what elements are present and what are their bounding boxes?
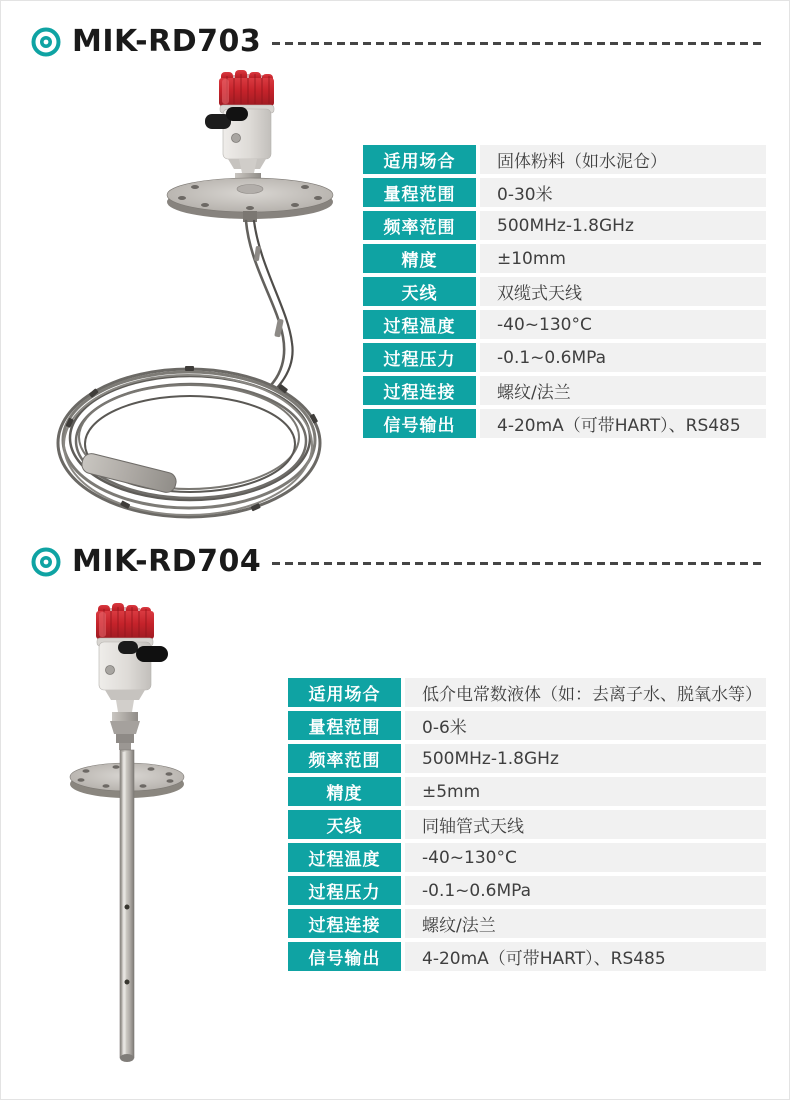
spec-row xyxy=(363,409,766,438)
product-image-rd704 xyxy=(56,594,268,1086)
spec-label: 过程连接 xyxy=(288,909,401,938)
process-fitting xyxy=(110,700,140,750)
spec-value: ±5mm xyxy=(405,777,766,806)
spec-row xyxy=(363,244,766,273)
bullseye-icon xyxy=(31,547,61,577)
red-cap xyxy=(219,70,274,106)
spec-value: -0.1~0.6MPa xyxy=(480,343,766,372)
dashed-divider xyxy=(272,562,761,565)
spec-label: 频率范围 xyxy=(363,211,476,240)
spec-row xyxy=(288,810,766,839)
spec-row xyxy=(288,711,766,740)
spec-label: 适用场合 xyxy=(363,145,476,174)
spec-table-rd703 xyxy=(363,145,766,442)
spec-label: 过程压力 xyxy=(288,876,401,905)
spec-label: 信号输出 xyxy=(363,409,476,438)
spec-value: -0.1~0.6MPa xyxy=(405,876,766,905)
spec-label: 过程温度 xyxy=(288,843,401,872)
dashed-divider xyxy=(272,42,761,45)
spec-label: 天线 xyxy=(288,810,401,839)
spec-row xyxy=(288,777,766,806)
spec-value: 同轴管式天线 xyxy=(405,810,766,839)
product-image-rd703 xyxy=(29,61,351,523)
spec-value: -40~130°C xyxy=(480,310,766,339)
flange xyxy=(167,178,333,222)
spec-row xyxy=(288,876,766,905)
spec-label: 量程范围 xyxy=(288,711,401,740)
spec-label: 精度 xyxy=(363,244,476,273)
spec-value: 4-20mA（可带HART）、RS485 xyxy=(480,409,766,438)
spec-row xyxy=(288,843,766,872)
section-header-rd703 xyxy=(31,25,761,58)
spec-value: -40~130°C xyxy=(405,843,766,872)
spec-value: ±10mm xyxy=(480,244,766,273)
antenna-cables xyxy=(246,221,293,389)
spec-value: 0-6米 xyxy=(405,711,766,740)
spec-row xyxy=(363,211,766,240)
spec-label: 过程压力 xyxy=(363,343,476,372)
spec-label: 精度 xyxy=(288,777,401,806)
spec-label: 频率范围 xyxy=(288,744,401,773)
product-title: MIK-RD704 xyxy=(72,544,262,579)
product-title: MIK-RD703 xyxy=(72,24,262,59)
spec-value: 500MHz-1.8GHz xyxy=(405,744,766,773)
spec-label: 量程范围 xyxy=(363,178,476,207)
spec-row xyxy=(288,942,766,971)
spec-row xyxy=(288,909,766,938)
antenna-tube xyxy=(120,750,134,1062)
spec-value: 螺纹/法兰 xyxy=(480,376,766,405)
spec-value: 500MHz-1.8GHz xyxy=(480,211,766,240)
spec-row xyxy=(363,343,766,372)
spec-label: 适用场合 xyxy=(288,678,401,707)
spec-row xyxy=(363,376,766,405)
spec-label: 过程连接 xyxy=(363,376,476,405)
bullseye-icon xyxy=(31,27,61,57)
spec-value: 低介电常数液体（如：去离子水、脱氧水等） xyxy=(405,678,766,707)
spec-value: 0-30米 xyxy=(480,178,766,207)
spec-label: 天线 xyxy=(363,277,476,306)
spec-label: 过程温度 xyxy=(363,310,476,339)
red-cap xyxy=(96,603,154,639)
spec-value: 固体粉料（如水泥仓） xyxy=(480,145,766,174)
spec-row xyxy=(363,145,766,174)
spec-value: 4-20mA（可带HART）、RS485 xyxy=(405,942,766,971)
spec-row xyxy=(363,178,766,207)
cable-coil xyxy=(58,366,320,517)
spec-value: 双缆式天线 xyxy=(480,277,766,306)
section-header-rd704 xyxy=(31,545,761,578)
spec-table-rd704 xyxy=(288,678,766,975)
spec-row xyxy=(363,310,766,339)
spec-value: 螺纹/法兰 xyxy=(405,909,766,938)
spec-row xyxy=(288,678,766,707)
spec-label: 信号输出 xyxy=(288,942,401,971)
spec-row xyxy=(288,744,766,773)
spec-row xyxy=(363,277,766,306)
